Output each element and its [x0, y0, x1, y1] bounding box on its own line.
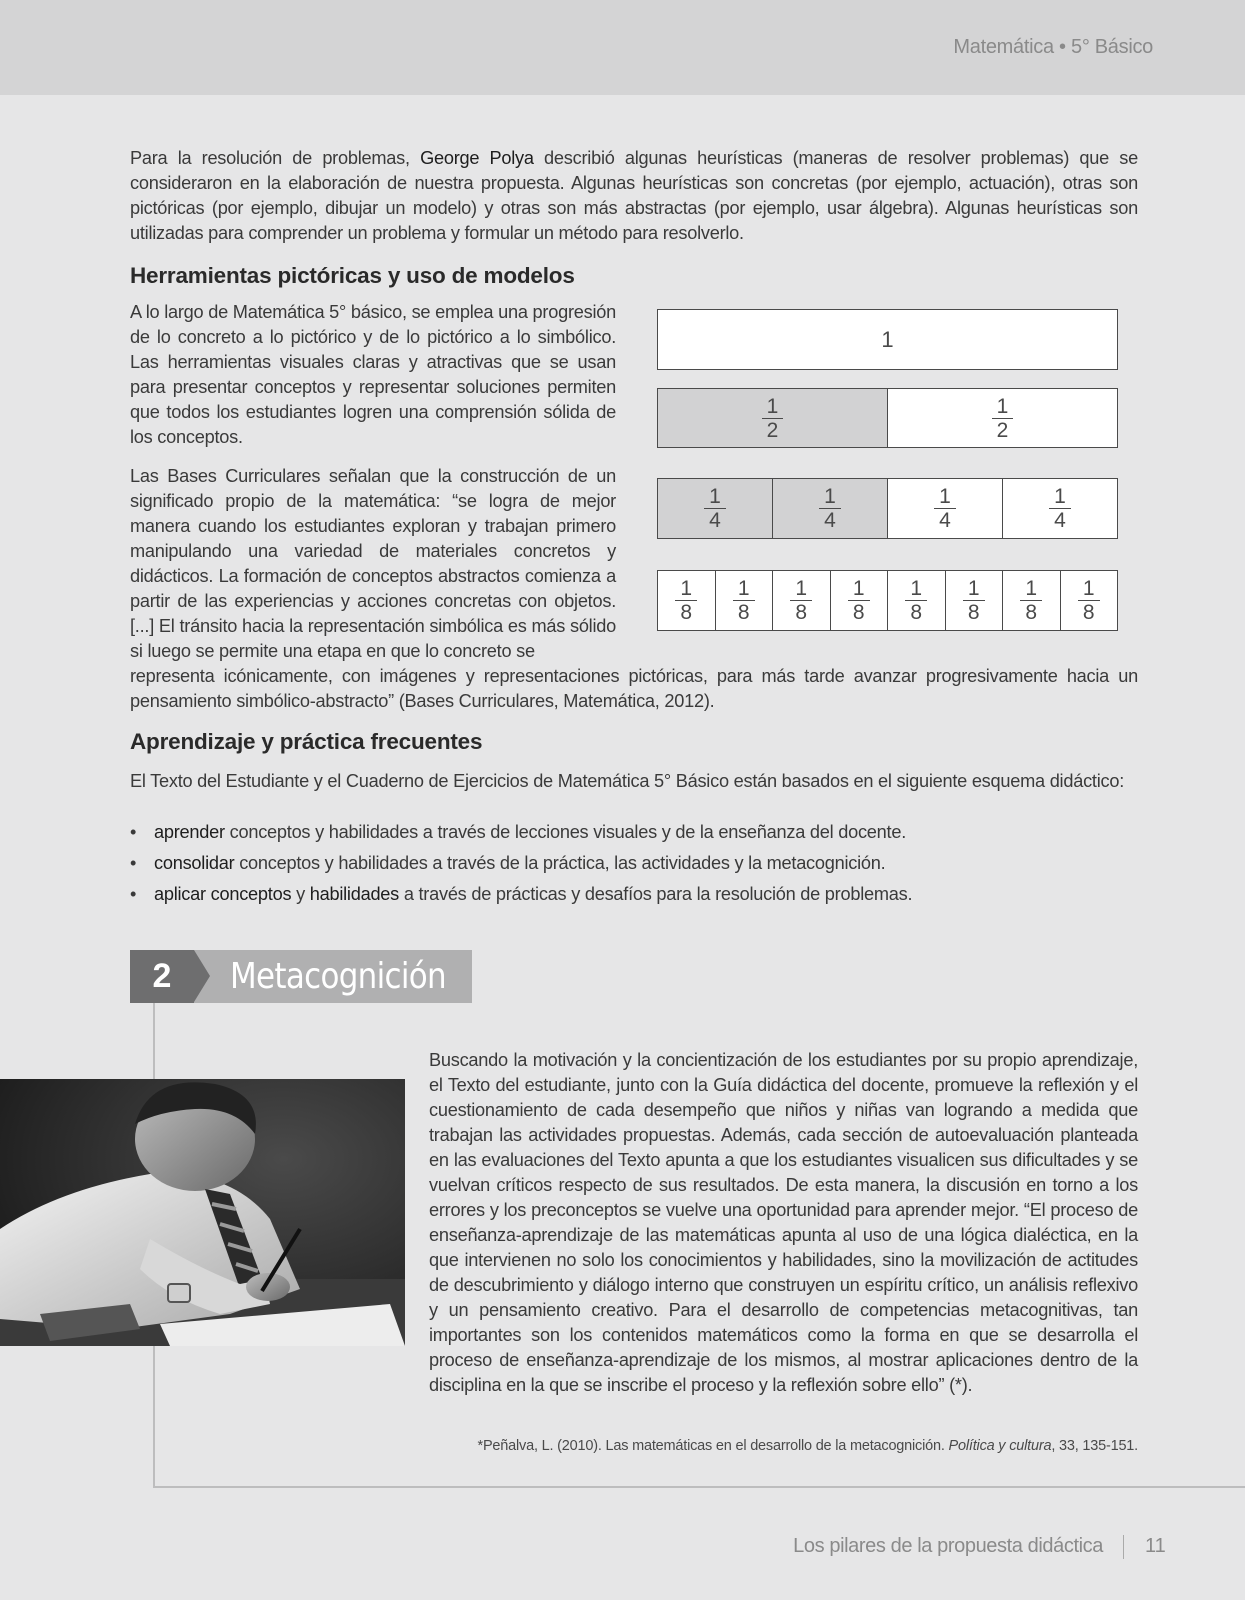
fraction-one-eighth: $\frac{1}{8}$ — [1078, 577, 1100, 624]
section-arrow-icon — [194, 950, 210, 1002]
bullet-dot: • — [130, 822, 137, 842]
bar-whole — [657, 309, 1118, 370]
section-title: Metacognición — [230, 956, 446, 997]
models-paragraph-2-wide: representa icónicamente, con imágenes y representaciones pictóricas, para más tarde avanzar progresivamente hacia un pensamiento simbólico-abstracto” (Bases Curriculares, Matemática, 2012). — [130, 666, 1138, 711]
quarter-cell — [887, 479, 1002, 538]
section-number: 2 — [130, 950, 194, 1003]
fraction-one-quarter: $\frac{1}{4}$ — [704, 485, 726, 532]
bar-quarters — [657, 478, 1118, 539]
half-cell — [887, 389, 1117, 447]
eighth-cell — [830, 571, 888, 630]
practice-list — [130, 820, 1138, 913]
practice-paragraph: El Texto del Estudiante y el Cuaderno de Ejercicios de Matemática 5° Básico están basados en el siguiente esquema didáctico: — [130, 771, 1125, 791]
footnote: *Peñalva, L. (2010). Las matemáticas en el desarrollo de la metacognición. Política y cultura, 33, 135-151. — [477, 1438, 1138, 1454]
fraction-one-quarter: $\frac{1}{4}$ — [1049, 485, 1071, 532]
quarter-cell-shaded — [658, 479, 772, 538]
section-frame-horizontal-rule — [153, 1486, 1245, 1488]
fraction-one-half: $\frac{1}{2}$ — [992, 395, 1014, 442]
eighth-cell — [658, 571, 715, 630]
page-number: 11 — [1145, 1535, 1166, 1557]
eighth-cell — [1002, 571, 1060, 630]
eighth-cell — [887, 571, 945, 630]
eighth-cell — [772, 571, 830, 630]
bar-halves — [657, 388, 1118, 448]
quarter-cell-shaded — [772, 479, 887, 538]
fraction-one-eighth: $\frac{1}{8}$ — [675, 577, 697, 624]
list-item: • consolidar conceptos y habilidades a través de la práctica, las actividades y la metacognición. — [130, 851, 1138, 882]
metacognition-paragraph: Buscando la motivación y la concientización de los estudiantes por su propio aprendizaje, el Texto del estudiante, junto con la Guía didáctica del docente, promueve la reflexión y el cuestionamiento de cada desempeño que niños y niñas van logrando a medida que trabajan las actividades propuestas. Además, cada sección de autoevaluación planteada en las evaluaciones del Texto apunta a que los estudiantes visualicen sus dificultades y se vuelvan críticos respecto de sus resultados. De esta manera, la discusión en torno a los errores y los preconceptos se vuelve una oportunidad para aprender mejor. “El proceso de enseñanza-aprendizaje de las matemáticas apunta al uso de una lógica dialéctica, en la que intervienen no solo los conocimientos y habilidades, sino la movilización de actitudes de descubrimiento y diálogo interno que construyen un espíritu crítico, un análisis reflexivo y un pensamiento creativo. Para el desarrollo de competencias metacognitivas, tan importantes son los contenidos matemáticos como la forma en que se desarrolla el proceso de enseñanza-aprendizaje de los mismos, al mostrar aplicaciones dentro de la disciplina en la que se inscribe el proceso y la reflexión sobre ello” (*). — [429, 1050, 1138, 1395]
intro-text-start: Para la resolución de problemas, — [130, 148, 421, 168]
bullet-dot: • — [130, 884, 137, 904]
fraction-one-eighth: $\frac{1}{8}$ — [905, 577, 927, 624]
intro-text-end: describió algunas heurísticas (maneras de resolver problemas) que se consideraron en la elaboración de nuestra propuesta. Algunas heurísticas son concretas (por ejemplo, actuación), otras son pictóricas (por ejemplo, dibujar un modelo) y otras son más abstractas (por ejemplo, usar álgebra). Algunas heurísticas son utilizadas para comprender un problema y formular un método para resolverlo. — [130, 148, 1138, 243]
models-paragraph-1: A lo largo de Matemática 5° básico, se emplea una progresión de lo concreto a lo pictórico y de lo pictórico a lo simbólico. Las herramientas visuales claras y atractivas que se usan para presentar conceptos y representar soluciones permiten que todos los estudiantes logren una comprensión sólida de los conceptos. — [130, 302, 616, 447]
bar-whole-cell: 1 — [881, 326, 894, 352]
intro-paragraph — [130, 146, 1138, 246]
fraction-one-eighth: $\frac{1}{8}$ — [790, 577, 812, 624]
half-cell-shaded — [658, 389, 887, 447]
fraction-one-quarter: $\frac{1}{4}$ — [934, 485, 956, 532]
list-item: • aplicar conceptos y habilidades a través de prácticas y desafíos para la resolución de problemas. — [130, 882, 1138, 913]
bullet-dot: • — [130, 853, 137, 873]
eighth-cell — [1060, 571, 1118, 630]
quarter-cell — [1002, 479, 1117, 538]
fraction-one-quarter: $\frac{1}{4}$ — [819, 485, 841, 532]
fraction-one-eighth: $\frac{1}{8}$ — [848, 577, 870, 624]
fraction-one-eighth: $\frac{1}{8}$ — [963, 577, 985, 624]
models-paragraph-2-column: Las Bases Curriculares señalan que la construcción de un significado propio de la matemática: “se logra de mejor manera cuando los estudiantes exploran y trabajan primero manipulando una variedad de materiales concretos y didácticos. La formación de conceptos abstractos comienza a partir de las experiencias y acciones concretas con objetos. [...] El tránsito hacia la representación simbólica es más sólido si luego se permite una etapa en que lo concreto se — [130, 466, 616, 661]
intro-author-name: George Polya — [420, 148, 534, 168]
heading-models: Herramientas pictóricas y uso de modelos — [130, 263, 575, 288]
header-subject: Matemática • 5° Básico — [953, 36, 1153, 58]
eighth-cell — [945, 571, 1003, 630]
footer-separator — [1123, 1535, 1124, 1559]
footnote-journal: Política y cultura — [948, 1438, 1052, 1454]
student-writing-illustration — [0, 1079, 405, 1346]
eighth-cell — [715, 571, 773, 630]
list-item: • aprender conceptos y habilidades a través de lecciones visuales y de la enseñanza del docente. — [130, 820, 1138, 851]
fraction-one-eighth: $\frac{1}{8}$ — [733, 577, 755, 624]
bar-eighths — [657, 570, 1118, 631]
student-writing-photo — [0, 1079, 405, 1346]
fraction-one-eighth: $\frac{1}{8}$ — [1020, 577, 1042, 624]
fraction-one-half: $\frac{1}{2}$ — [762, 395, 784, 442]
heading-practice: Aprendizaje y práctica frecuentes — [130, 729, 483, 754]
footer-title: Los pilares de la propuesta didáctica — [793, 1535, 1103, 1557]
